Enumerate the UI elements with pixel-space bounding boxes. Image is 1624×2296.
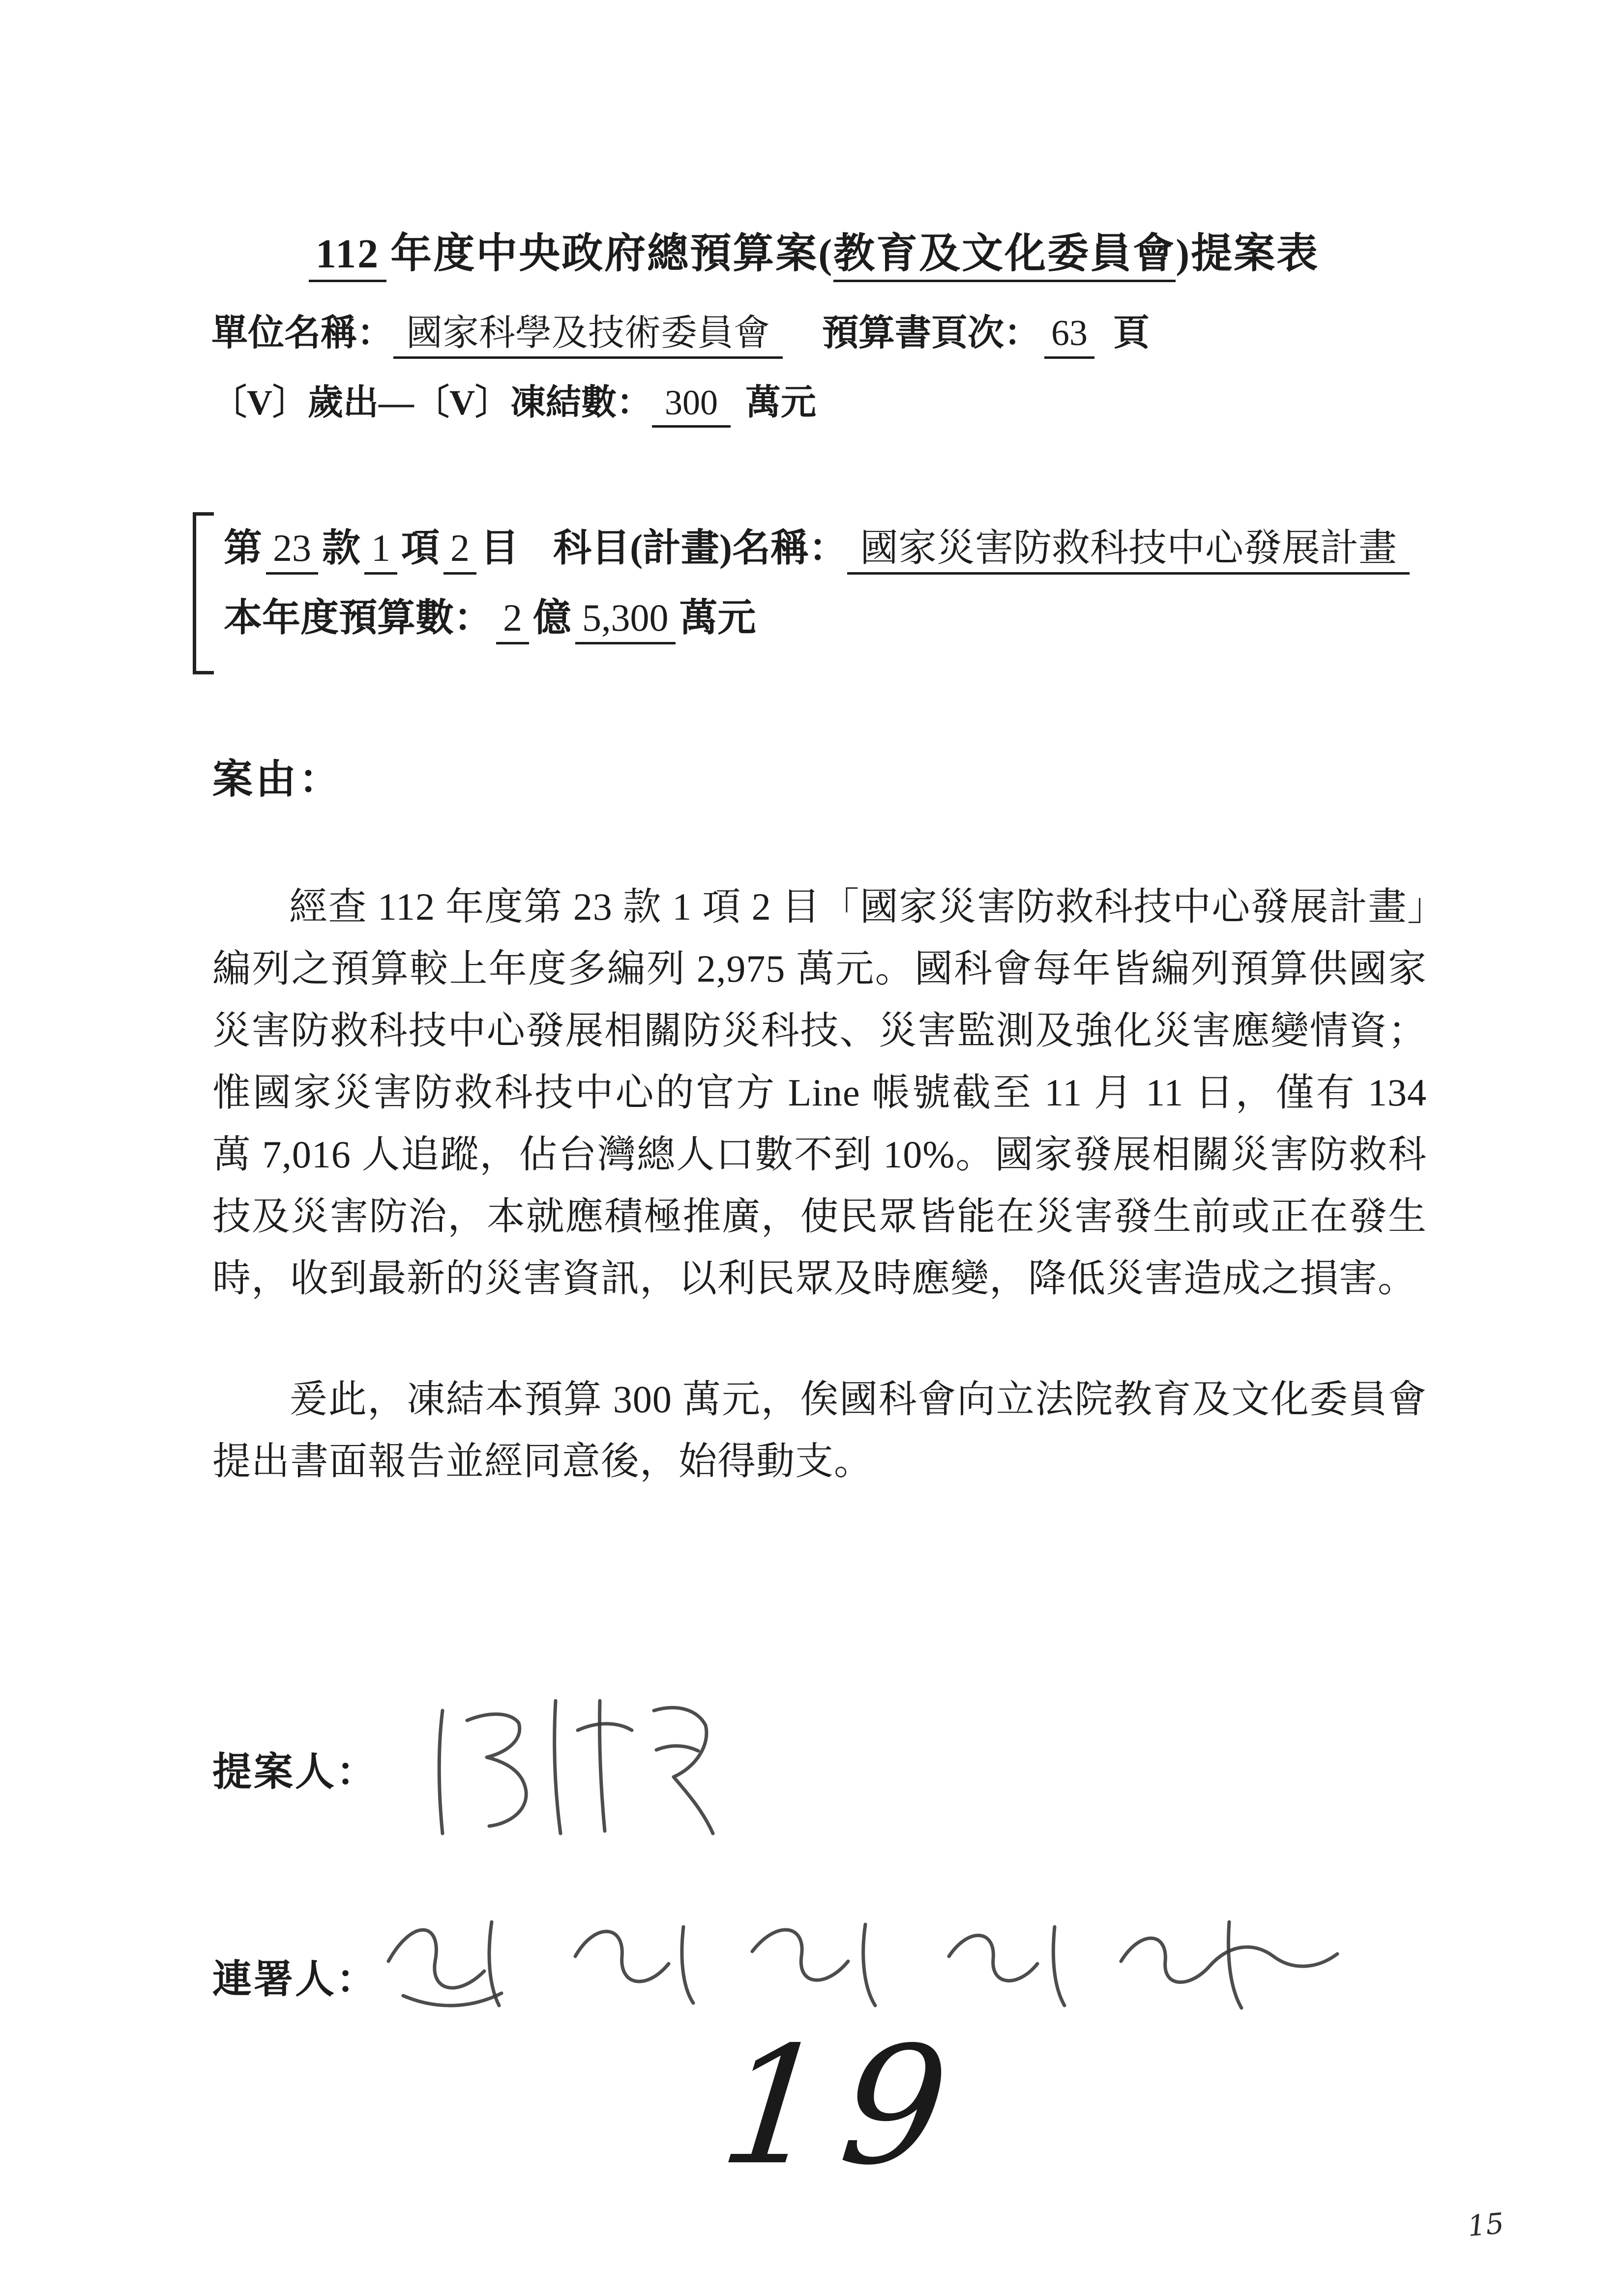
- unit-line: [211, 304, 1150, 356]
- item-bracket: [193, 512, 214, 674]
- item-no-label: 第: [224, 526, 263, 569]
- reason-paragraph-2: 爰此，凍結本預算 300 萬元，俟國科會向立法院教育及文化委員會提出書面報告並經同意後，始得動支。: [212, 1378, 1427, 1482]
- item-no-unit: 款: [322, 526, 361, 569]
- unit-name-value: 國家科學及技術委員會: [393, 313, 783, 359]
- subject-label: 科目(計畫)名稱：: [553, 526, 848, 569]
- cosigner-label: 連署人：: [212, 1958, 378, 2002]
- budget-amount-label: 本年度預算數：: [224, 596, 493, 639]
- freeze-amount: 300: [652, 383, 731, 428]
- budget-wan: 5,300: [575, 596, 676, 644]
- reason-body: [212, 876, 1427, 1551]
- title-mid: 年度中央政府總預算案(: [390, 231, 834, 277]
- subject-value: 國家災害防救科技中心發展計畫: [847, 526, 1410, 575]
- budget-yi: 2: [496, 596, 529, 644]
- budget-amount-line: [224, 587, 1410, 642]
- item-sub-unit: 項: [401, 526, 440, 569]
- cosigner-signatures: [369, 1883, 1352, 2025]
- budget-page-value: 63: [1044, 313, 1094, 359]
- reason-label: 案由：: [212, 757, 343, 802]
- budget-wan-unit: 萬元: [679, 596, 756, 639]
- item-target-unit: 目: [480, 526, 519, 569]
- item-no: 23: [266, 526, 318, 575]
- document-title: [0, 220, 1624, 280]
- budget-page-label: 預算書頁次：: [822, 313, 1040, 353]
- handwritten-page-number: 19: [712, 2012, 973, 2201]
- freeze-line: [211, 374, 816, 425]
- expenditure-label: 歲出—: [308, 383, 414, 422]
- freeze-label: 凍結數：: [510, 383, 652, 422]
- budget-item-section: [224, 517, 1410, 657]
- freeze-amount-unit: 萬元: [745, 383, 817, 422]
- budget-item-line: [224, 517, 1410, 572]
- budget-page-unit: 頁: [1113, 313, 1150, 353]
- title-year: 112: [309, 231, 386, 282]
- title-committee: 教育及文化委員會: [833, 231, 1176, 282]
- proposer-signature: [403, 1661, 728, 1868]
- budget-yi-unit: 億: [533, 596, 572, 639]
- item-sub-no: 1: [364, 526, 397, 575]
- reason-paragraph-1: 經查 112 年度第 23 款 1 項 2 目「國家災害防救科技中心發展計畫」編列之預算較上年度多編列 2,975 萬元。國科會每年皆編列預算供國家災害防救科技中心發展相關防災科技、災害監測及強化災害應變情資；惟國家災害防救科技中心的官方 Line 帳號截至 11 月 11 日，僅有 134 萬 7,016 人追蹤，佔台灣總人口數不到 10%。國家發展相關災害防救科技及災害防治，本就應積極推廣，使民眾皆能在災害發生前或正在發生時，收到最新的災害資訊，以利民眾及時應變，降低災害造成之損害。: [212, 885, 1427, 1300]
- proposer-label: 提案人：: [212, 1751, 378, 1794]
- item-target-no: 2: [443, 526, 476, 575]
- expenditure-checkbox: 〔V〕: [211, 383, 308, 422]
- corner-page-number: 15: [1466, 2206, 1506, 2243]
- title-tail: )提案表: [1176, 231, 1320, 277]
- freeze-checkbox: 〔V〕: [414, 383, 511, 422]
- unit-name-label: 單位名稱：: [211, 313, 393, 353]
